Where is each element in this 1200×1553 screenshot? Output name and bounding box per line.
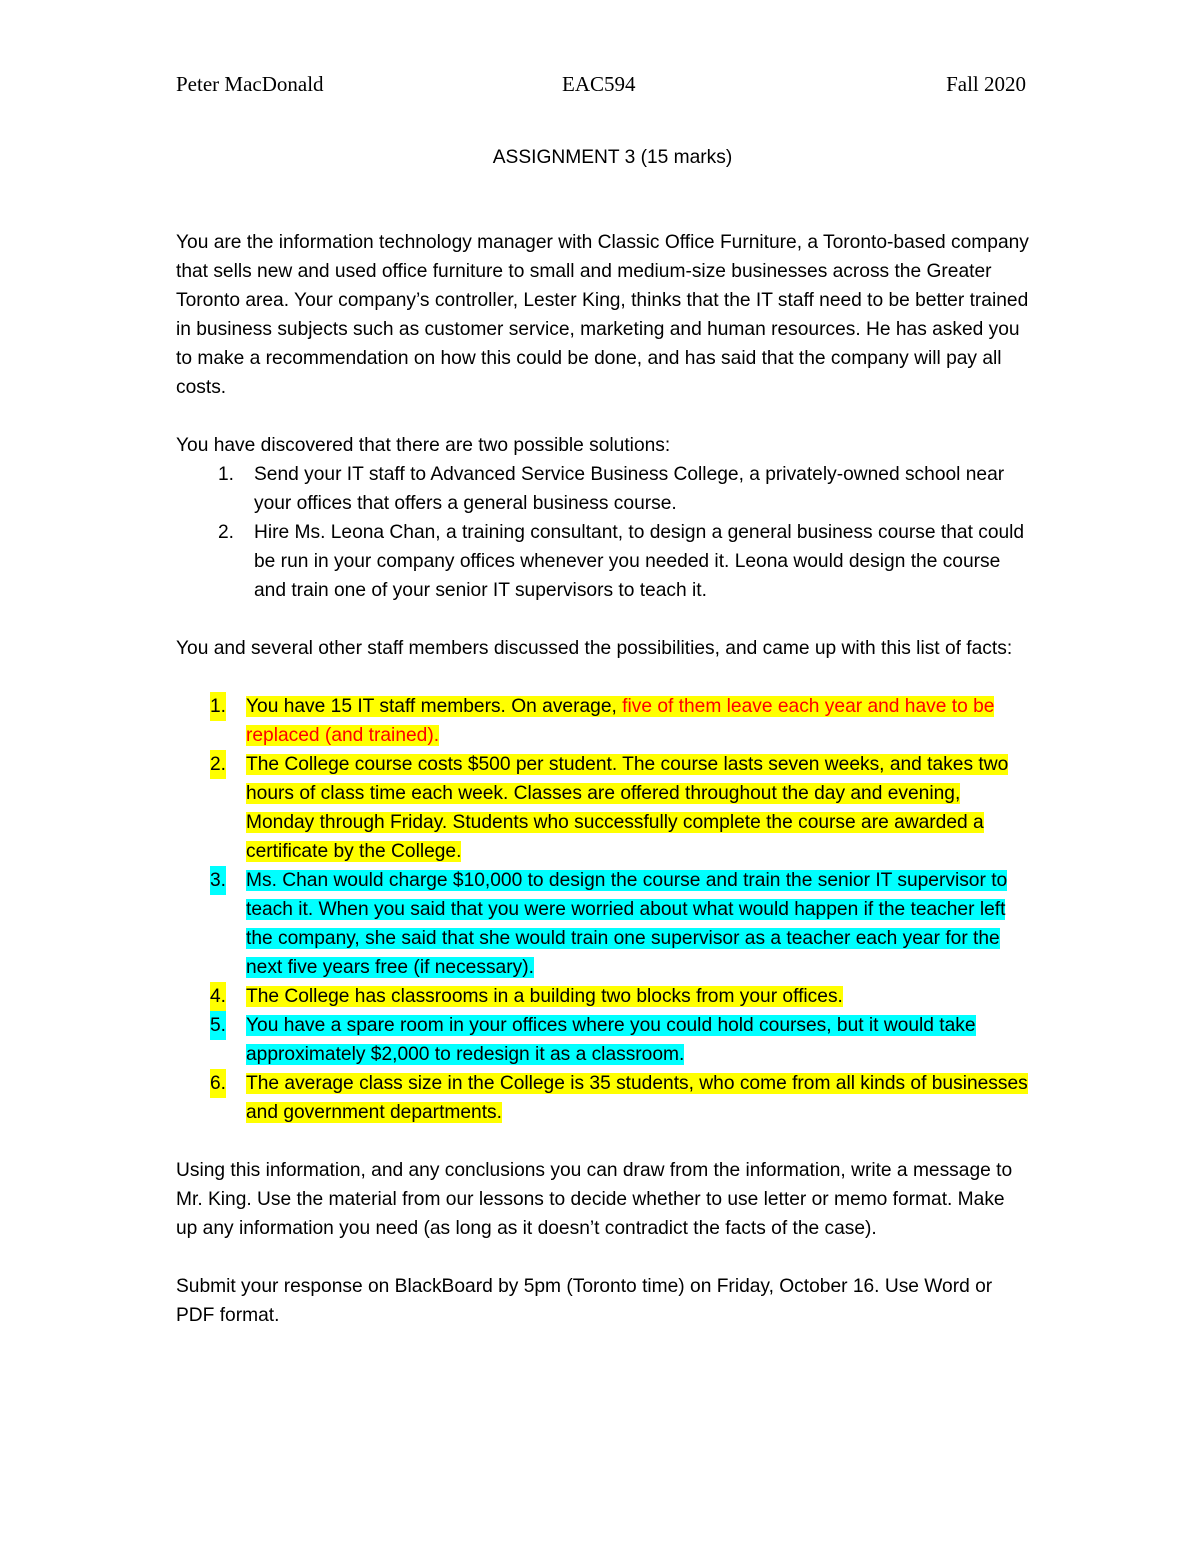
submission-paragraph: Submit your response on BlackBoard by 5pm (Toronto time) on Friday, October 16. Use Word or PDF format. — [176, 1276, 993, 1326]
assignment-title: ASSIGNMENT 3 (15 marks) — [492, 147, 733, 168]
page-header — [176, 72, 1026, 102]
facts-intro: You and several other staff members discussed the possibilities, and came up with this list of facts: — [176, 638, 1013, 659]
fact-item — [176, 982, 1031, 1011]
list-number: 2. — [218, 522, 235, 543]
list-number: 1. — [218, 464, 235, 485]
fact-number: 4. — [210, 982, 226, 1011]
instructions-paragraph: Using this information, and any conclusions you can draw from the information, write a message to Mr. King. Use the material from our lessons to decide whether to use letter or memo format. Make up any information you need (as long as it doesn’t contradict the facts of the case). — [176, 1160, 1013, 1239]
fact-text: You have a spare room in your offices where you could hold courses, but it would take approximately $2,000 to redesign it as a classroom. — [246, 1015, 976, 1065]
fact-item — [176, 692, 1031, 750]
fact-text: The College has classrooms in a building two blocks from your offices. — [246, 986, 843, 1007]
fact-text: Ms. Chan would charge $10,000 to design the course and train the senior IT supervisor to teach it. When you said that you were worried about what would happen if the teacher left the company, she said that she would train one supervisor as a teacher each year for the next five years free (if necessary). — [246, 870, 1008, 978]
list-item — [176, 518, 1031, 605]
header-author: Peter MacDonald — [176, 72, 324, 96]
intro-paragraph: You are the information technology manager with Classic Office Furniture, a Toronto-based company that sells new and used office furniture to small and medium-size businesses across the Greater Toronto area. Your company’s controller, Lester King, thinks that the IT staff need to be better trained in business subjects such as customer service, marketing and human resources. He has asked you to make a recommendation on how this could be done, and has said that the company will pay all costs. — [176, 232, 1029, 398]
fact-text-plain: You have 15 IT staff members. On average, — [246, 696, 623, 717]
document-body — [176, 143, 1031, 1330]
fact-number: 6. — [210, 1069, 226, 1098]
fact-item — [176, 1069, 1031, 1127]
fact-text: The College course costs $500 per student. The course lasts seven weeks, and takes two hours of class time each week. Classes are offered throughout the day and evening, Monday through Friday. Students who successfully complete the course are awarded a certificate by the College. — [246, 754, 1009, 862]
fact-item — [176, 1011, 1031, 1069]
fact-number: 1. — [210, 692, 226, 721]
list-item-text: Send your IT staff to Advanced Service Business College, a privately-owned school near your offices that offers a general business course. — [254, 464, 1005, 514]
fact-text: The average class size in the College is 35 students, who come from all kinds of businesses and government departments. — [246, 1073, 1028, 1123]
solutions-intro: You have discovered that there are two possible solutions: — [176, 435, 671, 456]
solutions-list — [176, 460, 1031, 605]
fact-item — [176, 866, 1031, 982]
fact-text — [246, 696, 994, 746]
fact-item — [176, 750, 1031, 866]
list-item-text: Hire Ms. Leona Chan, a training consultant, to design a general business course that could be run in your company offices whenever you needed it. Leona would design the course and train one of your senior IT supervisors to teach it. — [254, 522, 1025, 601]
fact-emphasis: five of them leave each year and have to be replaced (and trained). — [246, 696, 995, 746]
fact-number: 2. — [210, 750, 226, 779]
list-item — [176, 460, 1031, 518]
facts-list — [176, 692, 1031, 1127]
fact-number: 5. — [210, 1011, 226, 1040]
header-term: Fall 2020 — [946, 72, 1026, 96]
fact-number: 3. — [210, 866, 226, 895]
header-course: EAC594 — [562, 72, 636, 96]
